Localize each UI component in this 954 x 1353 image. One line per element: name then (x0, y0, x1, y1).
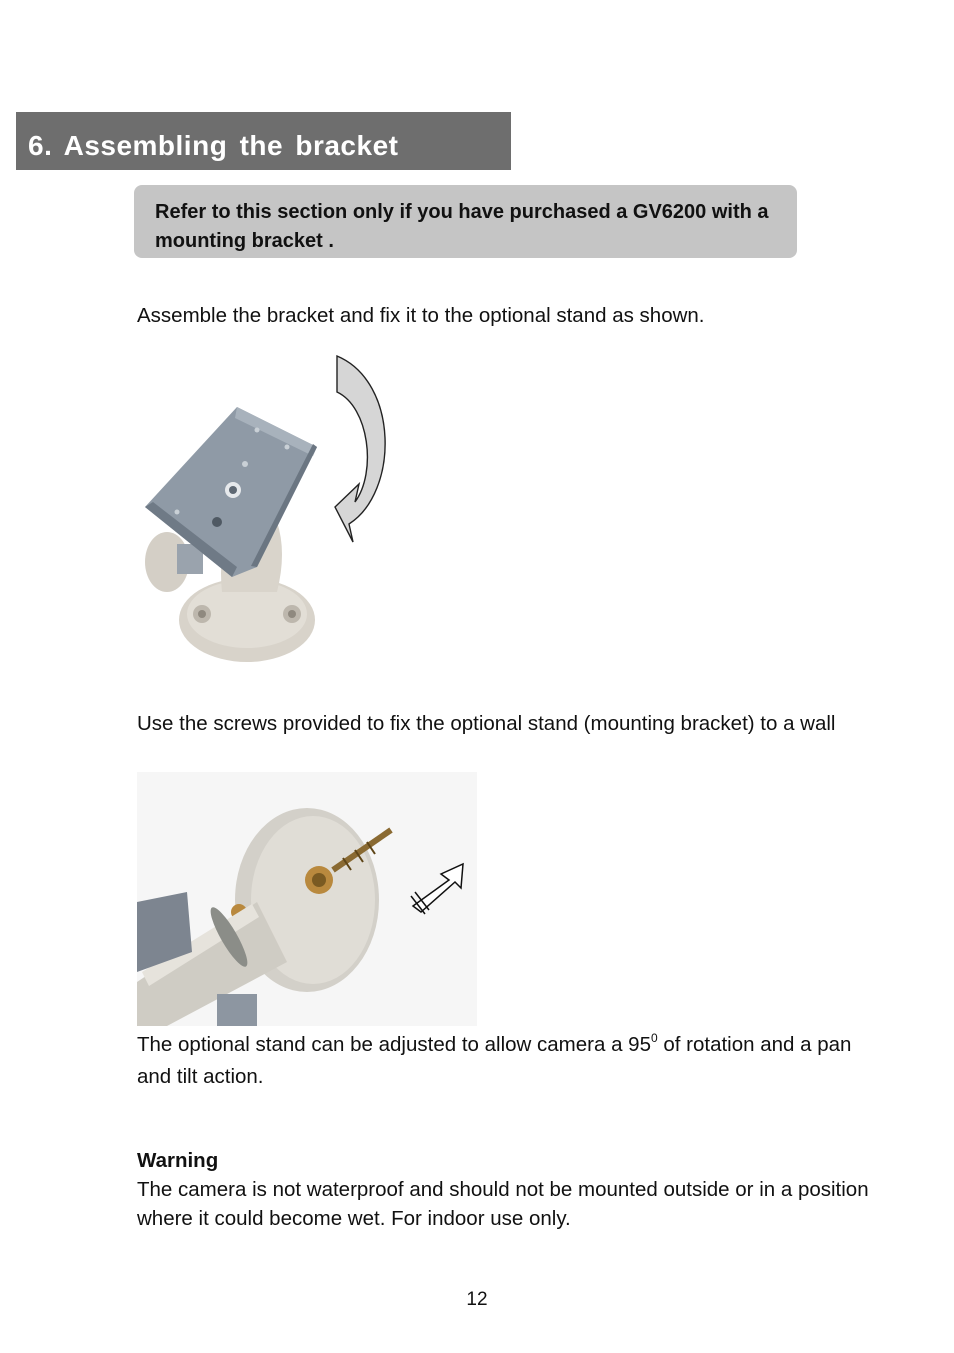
rotation-prefix: The optional stand can be adjusted to allow camera a 95 (137, 1033, 651, 1056)
bracket-assembly-image (137, 352, 397, 672)
warning-text: The camera is not waterproof and should not be mounted outside or in a position where it could become wet. For indoor use only. (137, 1178, 869, 1230)
rotation-text (137, 1030, 877, 1091)
wall-mount-image (137, 772, 477, 1026)
section-title: 6. Assembling the bracket (28, 130, 399, 161)
degree-superscript: 0 (650, 1031, 658, 1045)
note-box (134, 185, 797, 258)
warning-title: Warning (137, 1149, 219, 1172)
step1-text: Assemble the bracket and fix it to the optional stand as shown. (137, 304, 705, 327)
step2-text: Use the screws provided to fix the optional stand (mounting bracket) to a wall (137, 712, 836, 735)
rotation-suffix: of rotation and a pan and tilt action. (137, 1033, 852, 1088)
page-number: 12 (466, 1289, 488, 1310)
section-header (16, 112, 511, 170)
note-text: Refer to this section only if you have purchased a GV6200 with a mounting bracket . (155, 201, 769, 252)
